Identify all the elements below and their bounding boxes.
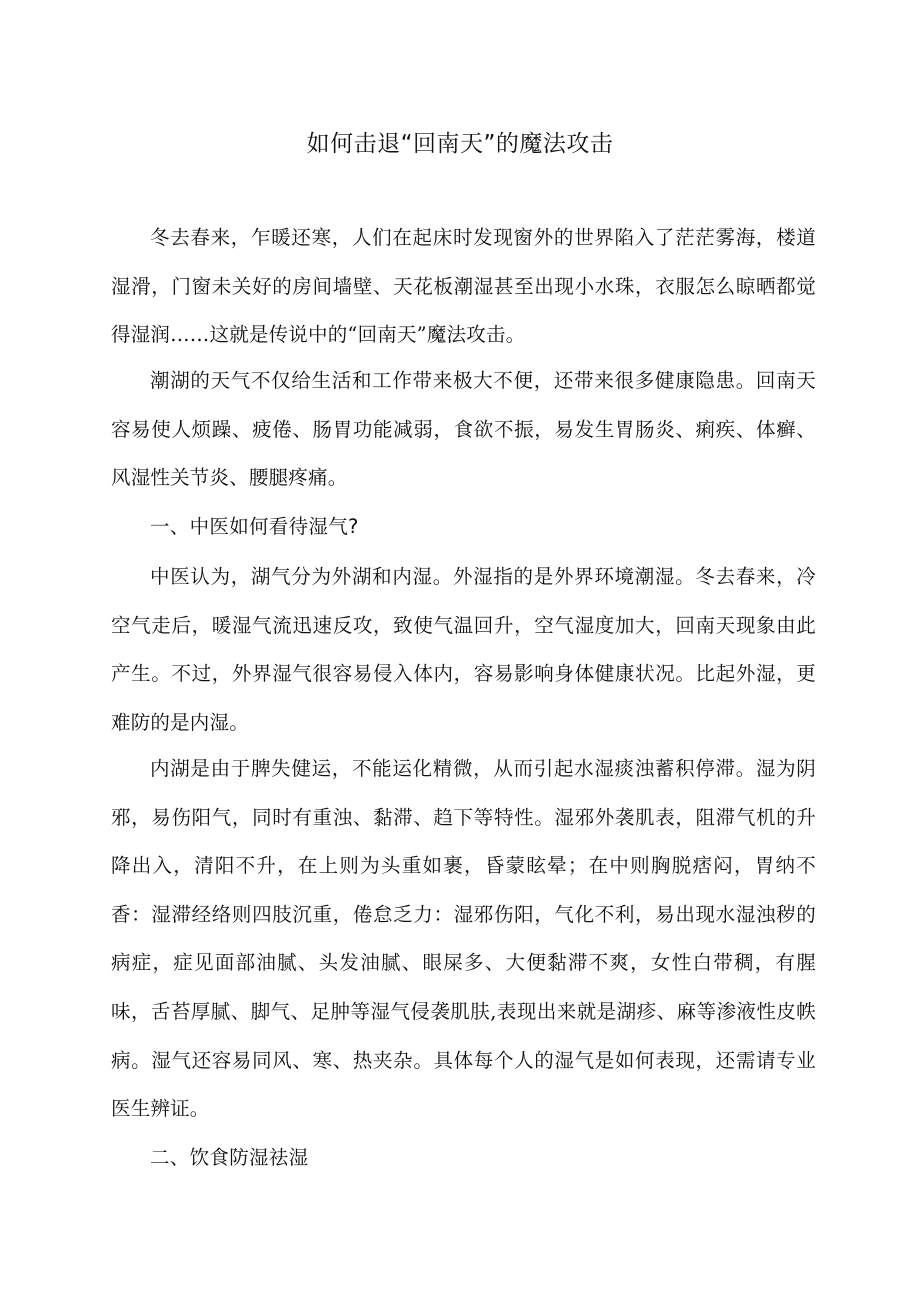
section-heading-tcm-dampness: 一、中医如何看待湿气? (150, 515, 359, 538)
document-title: 如何击退“回南天”的魔法攻击 (306, 131, 614, 157)
section-heading-diet: 二、饮食防湿祛湿 (150, 1146, 309, 1169)
section1-paragraph-1: 中医认为，湖气分为外湖和内湿。外湿指的是外界环境潮湿。冬去春来，冷空气走后，暖湿气流迅速反攻，致使气温回升，空气湿度加大，回南天现象由此产生。不过，外界湿气很容易侵入体内，容易影响身体健康状况。比起外湿，更难防的是内湿。 (111, 565, 816, 734)
section1-paragraph-2: 内湖是由于脾失健运，不能运化精微，从而引起水湿痰浊蓄积停滞。湿为阴邪，易伤阳气，同时有重浊、黏滞、趋下等特性。湿邪外袭肌表，阻滞气机的升降出入，清阳不升，在上则为头重如裹，昏蒙眩晕；在中则胸脱痞闷，胃纳不香：湿滞经络则四肢沉重，倦怠乏力：湿邪伤阳，气化不利，易出现水湿浊秽的病症，症见面部油腻、头发油腻、眼屎多、大便黏滞不爽，女性白带稠，有腥味，舌苔厚腻、脚气、足肿等湿气侵袭肌肤,表现出来就是湖疹、麻等渗液性皮帙病。湿气还容易同风、寒、热夹杂。具体每个人的湿气是如何表现，还需请专业医生辨证。 (111, 757, 816, 1121)
intro-paragraph-1: 冬去春来，乍暖还寒，人们在起床时发现窗外的世界陷入了茫茫雾海，楼道湿滑，门窗未关好的房间墙壁、天花板潮湿甚至出现小水珠，衣服怎么晾晒都觉得湿润……这就是传说中的“回南天”魔法攻击。 (111, 226, 816, 347)
intro-paragraph-2: 潮湖的天气不仅给生活和工作带来极大不便，还带来很多健康隐患。回南天容易使人烦躁、疲倦、肠胃功能减弱，食欲不振，易发生胃肠炎、痢疾、体癣、风湿性关节炎、腰腿疼痛。 (111, 369, 816, 490)
